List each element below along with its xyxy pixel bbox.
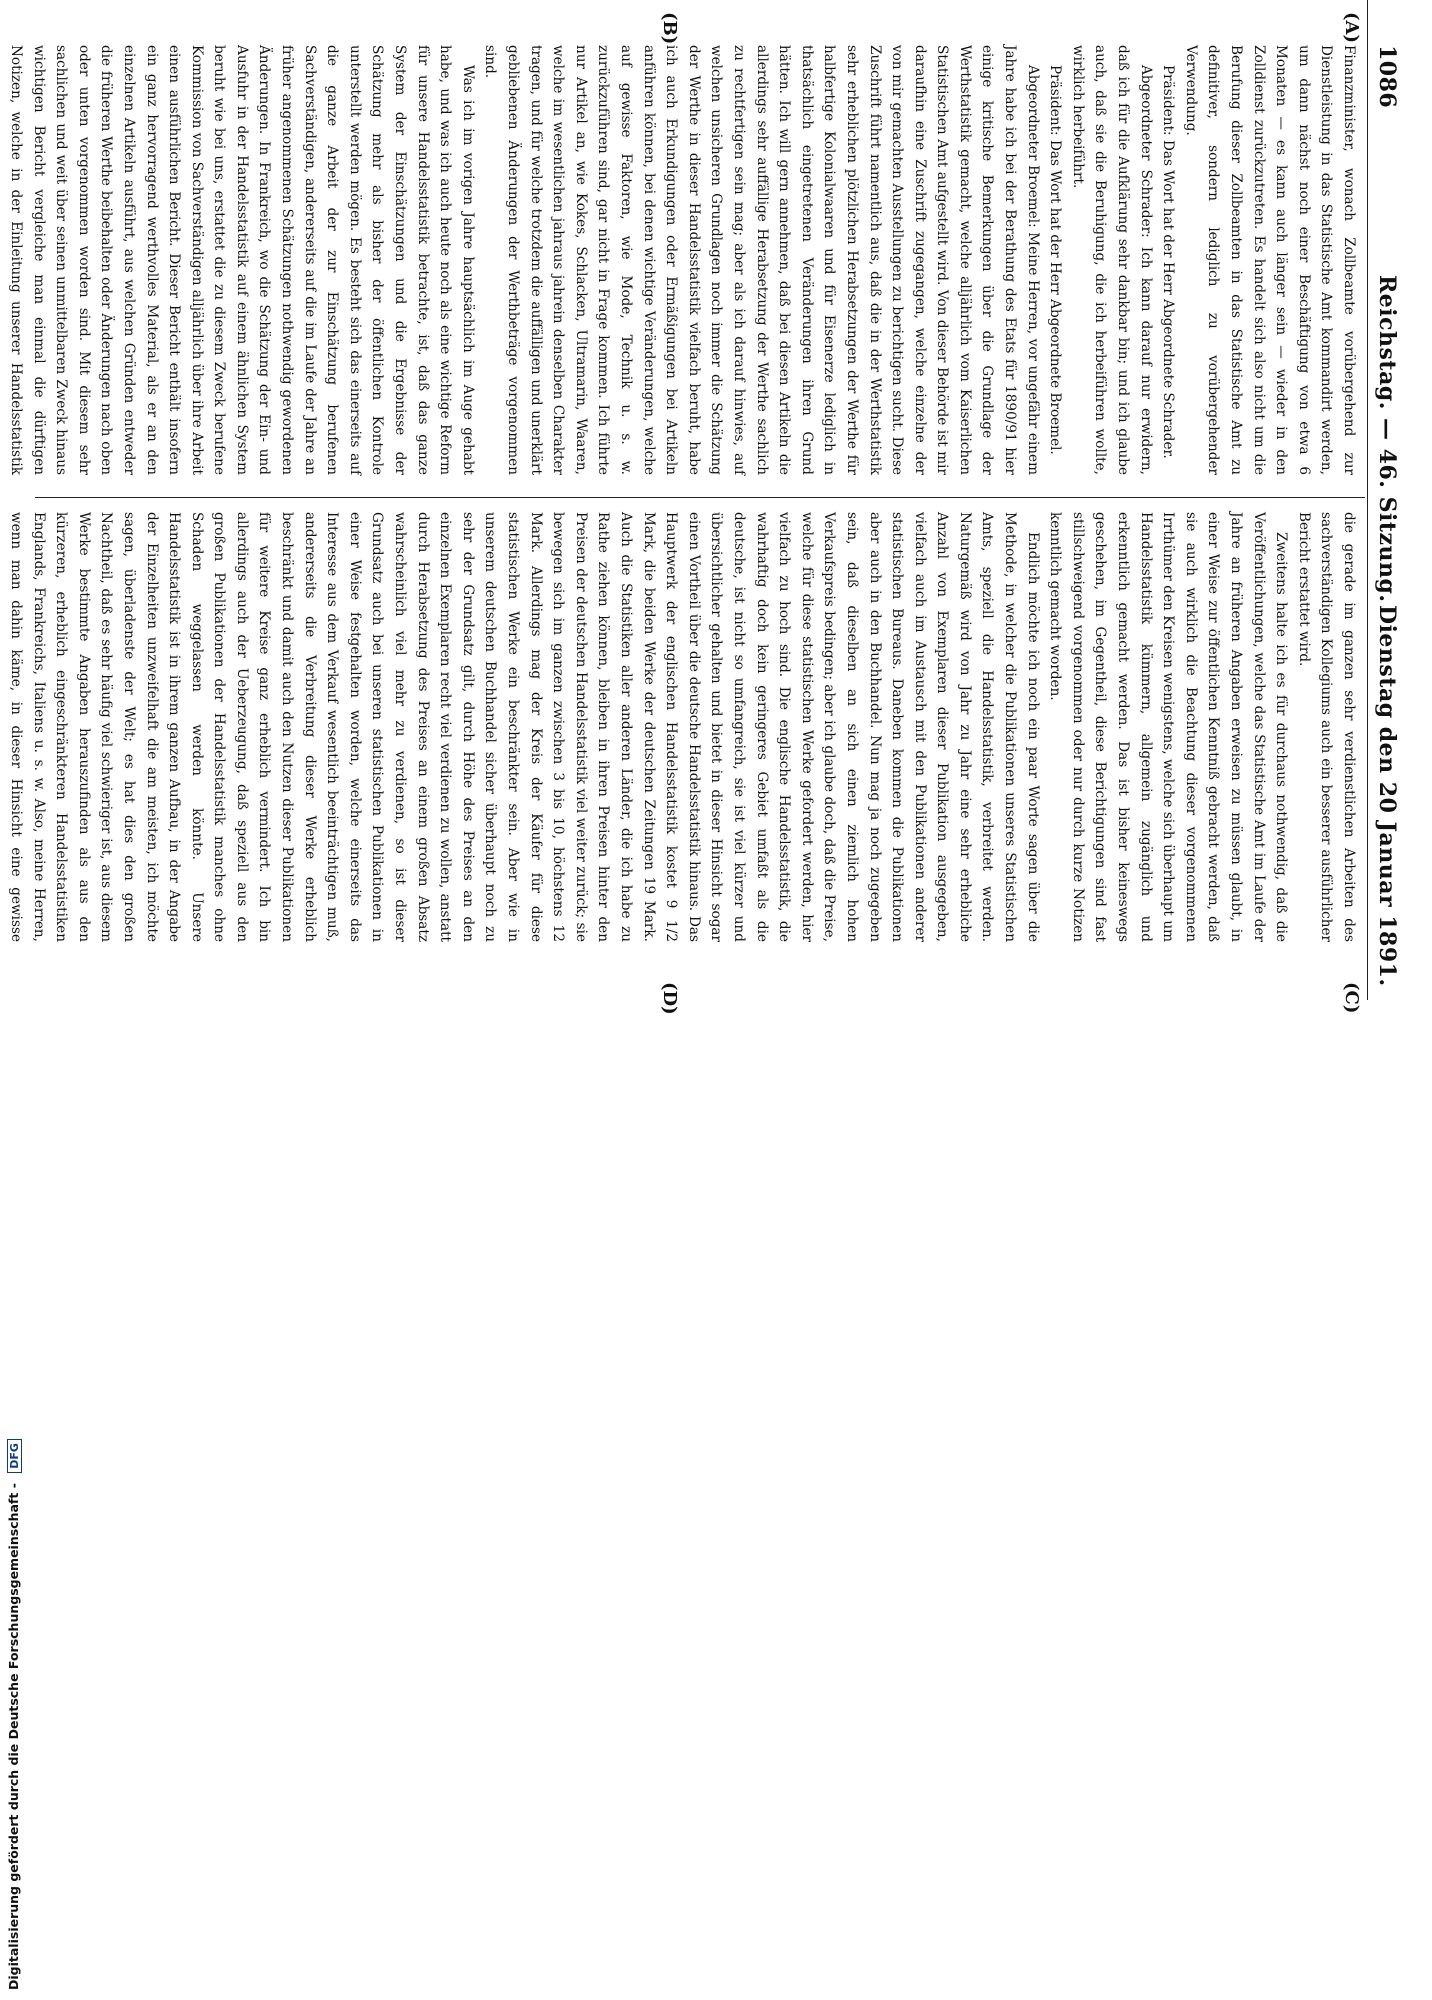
margin-mark-a: (A) <box>1341 12 1362 43</box>
header-title: Reichstag. — 46. Sitzung. <box>1374 275 1400 603</box>
left-column <box>7 45 1360 475</box>
digitization-footer <box>6 1000 28 2000</box>
page-header <box>1366 45 1406 987</box>
paragraph: Abgeordneter Broemel: Meine Herren, vor ungefähr einem Jahre habe ich bei der Berathung des Etats für 1890/91 hier einige kritische Bemerkungen über die Grundlage der Werthstatistik gemacht, welche alljährlich vom Kaiserlichen Statistischen Amt aufgestellt wird. Von dieser Behörde ist mir daraufhin eine Zuschrift zugegangen, welche einzelne der von mir gemachten Ausstellungen zu berichtigen sucht. Diese Zuschrift führt namentlich aus, daß die in der Werthstatistik sehr erheblichen plötzlichen Herabsetzungen der Werthe für halbfertige Kolonialwaaren und für Eisenerze lediglich in thatsächlich eingetretenen Veränderungen ihren Grund hätten. Ich will gern annehmen, daß bei diesen Artikeln die allerdings sehr auffällige Herabsetzung der Werthe sachlich zu rechtfertigen sein mag; aber als ich darauf hinwies, auf welchen unsicheren Grundlagen noch immer die Schätzung der Werthe in dieser Handelsstatistik vielfach beruht, habe ich auch Erkundigungen oder Ermäßigungen bei Artikeln anführen können, bei denen wichtige Veränderungen, welche auf gewisse Faktoren, wie Mode, Technik u. s. w. zurückzuführen sind, gar nicht in Frage kommen. Ich führte nur Artikel an, wie Kokes, Schlacken, Ultramarin, Waaren, welche im wesentlichen jahraus jahrein denselben Charakter tragen, und für welche trotzdem die auffälligen und unerklärt gebliebenen Änderungen der Werthbeträge vorgenommen sind. <box>482 45 1041 475</box>
right-column <box>7 512 1360 942</box>
header-rule <box>1367 0 1368 1000</box>
paragraph: Finanzminister, wonach Zollbeamte vorübergehend zur Dienstleistung in das Statistische Amt kommandirt werden, um dann nächst noch einer Beschäftigung von etwa 6 Monaten — es kann auch länger sein — wieder in den Zolldienst zurückzutreten. Es handelt sich also nicht um die Berufung dieser Zollbeamten in das Statistische Amt zu definitiver, sondern lediglich zu vorübergehender Verwendung. <box>1182 45 1357 475</box>
page-number: 1086 <box>1374 45 1400 109</box>
paragraph: Was ich im vorigen Jahre hauptsächlich im Auge gehabt habe, und was ich auch heute noch als eine wichtige Reform für unsere Handelsstatistik betrachte, ist, daß das ganze System der Einschätzungen und die Ergebnisse der Schätzung mehr als bisher der öffentlichen Kontrole unterstellt werden mögen. Es besteht sich das einerseits auf die ganze Arbeit der zur Einschätzung berufenen Sachverständigen, andererseits auf die im Laufe der Jahre an früher angenommenen Schätzungen nothwendig gewordenen Änderungen. In Frankreich, wo die Schätzung der Ein- und Ausfuhr in der Handelsstatistik auf einem ähnlichen System beruht wie bei uns, erstattet die zu diesem Zweck berufene Kommission von Sachverständigen alljährlich über ihre Arbeit einen ausführlichen Bericht. Dieser Bericht enthält insofern ein ganz hervorragend werthvolles Material, als er an den einzelnen Artikeln ausführt, aus welchen Gründen entweder die früheren Werthe beibehalten oder Änderungen nach oben oder unten vorgenommen worden sind. Mit diesem sehr sachlichen und weit über seinen unmittelbaren Zweck hinaus wichtigen Bericht vergleiche man einmal die dürftigen Notizen, welche in der Einleitung unserer Handelsstatistik <box>7 45 476 475</box>
header-date: Dienstag den 20 Januar 1891. <box>1374 605 1400 987</box>
paragraph: die gerade im ganzen sehr verdienstlichen Arbeiten des sachverständigen Kollegiums auch ein besserer ausführlicher Bericht erstattet wird. <box>1295 512 1357 942</box>
paragraph: Präsident: Das Wort hat der Herr Abgeordnete Schrader. <box>1160 65 1177 459</box>
column-divider <box>35 497 1365 498</box>
margin-mark-b: (B) <box>659 12 680 45</box>
margin-mark-d: (D) <box>659 982 680 1015</box>
paragraph: Präsident: Das Wort hat der Herr Abgeordnete Broemel. <box>1047 65 1064 455</box>
paragraph: Zweitens halte ich es für durchaus nothwendig, daß die Veröffentlichungen, welche das Statistische Amt im Laufe der Jahre an früheren Angaben erweisen zu müssen glaubt, in einer Weise zur öffentlichen Kenntniß gebracht werden, daß sie auch wirklich die Beachtung dieser vorgenommenen Irrthümer den Kreisen wenigstens, welche sich überhaupt um Handelsstatistik kümmern, allgemein zugänglich und erkenntlich gemacht werden. Das ist bisher keineswegs geschehen, im Gegentheil, diese Berichtigungen sind fast stillschweigend vorgenommen oder nur durch kurze Notizen kenntlich gemacht worden. <box>1047 512 1290 942</box>
scanned-page <box>7 0 1420 1015</box>
footer-text: Digitalisierung gefördert durch die Deutsche Forschungsgemeinschaft - <box>6 1483 21 1990</box>
dfg-logo: DFG <box>7 1439 22 1473</box>
paragraph: Abgeordneter Schrader: Ich kann darauf nur erwidern, daß ich für die Aufklärung sehr dankbar bin; und ich glaube auch, daß sie die Beruhigung, die ich herbeiführen wollte, wirklich herbeiführt. <box>1069 45 1154 475</box>
margin-mark-c: (C) <box>1341 982 1362 1014</box>
paragraph: Endlich möchte ich noch ein paar Worte sagen über die Methode, in welcher die Publikationen unseres Statistischen Amts, speziell die Handelsstatistik, verbreitet werden. Naturgemäß wird von Jahr zu Jahr eine sehr erhebliche Anzahl von Exemplaren dieser Publikation ausgegeben, vielfach auch im Austausch mit den Publikationen anderer statistischen Bureaus. Daneben kommen die Publikationen aber auch in den Buchhandel. Nun mag ja noch zugegeben sein, daß dieselben an sich einen ziemlich hohen Verkaufspreis bedingen; aber ich glaube doch, daß die Preise, welche für diese statistischen Werke gefordert werden, hier vielfach zu hoch sind. Die englische Handelsstatistik, die wahrhaftig doch kein geringeres Gebiet umfaßt als die deutsche, ist nicht so umfangreich, sie ist viel kürzer und übersichtlicher gehalten und bietet in dieser Hinsicht sogar einen Vortheil über die deutsche Handelsstatistik hinaus. Das Hauptwerk der englischen Handelsstatistik kostet 9 1/2 Mark, die beiden Werke der deutschen Zeitungen 19 Mark. Auch die Statistiken aller anderen Länder, die ich habe zu Rathe ziehen können, bleiben in ihren Preisen hinter den Preisen der deutschen Handelsstatistik viel weiter zurück; sie bewegen sich im ganzen zwischen 3 bis 10, höchstens 12 Mark. Allerdings mag der Kreis der Käufer für diese statistischen Werke ein beschränkter sein. Aber wie in unserem deutschen Buchhandel sicher überhaupt noch zu sehr der Grundsatz gilt, durch Höhe des Preises an den einzelnen Exemplaren recht viel verdienen zu wollen, anstatt durch Herabsetzung des Preises an einem großen Absatz wahrscheinlich viel mehr zu verdienen, so ist dieser Grundsatz auch bei unseren statistischen Publikationen in einer Weise festgehalten worden, welche einerseits das Interesse aus dem Verkauf wesentlich beeinträchtigen muß, andererseits die Verbreitung dieser Werke erheblich beschränkt und damit auch den Nutzen dieser Publikationen für weitere Kreise ganz erheblich vermindert. Ich bin allerdings auch der Ueberzeugung, daß speziell aus den großen Publikationen der Handelsstatistik manches ohne Schaden weggelassen werden könnte. Unsere Handelsstatistik ist in ihrem ganzen Aufbau, in der Angabe der Einzelheiten unzweifelhaft die am meisten, ich möchte sagen, überladenste der Welt; es hat dies den großen Nachtheil, daß es sehr häufig viel schwieriger ist, aus diesem Werke bestimmte Angaben herauszufinden als aus den kürzeren, erheblich eingeschränkteren Handelsstatistiken Englands, Frankreichs, Italiens u. s. w. Also, meine Herren, wenn man dahin käme, in dieser Hinsicht eine gewisse <box>7 512 1041 942</box>
